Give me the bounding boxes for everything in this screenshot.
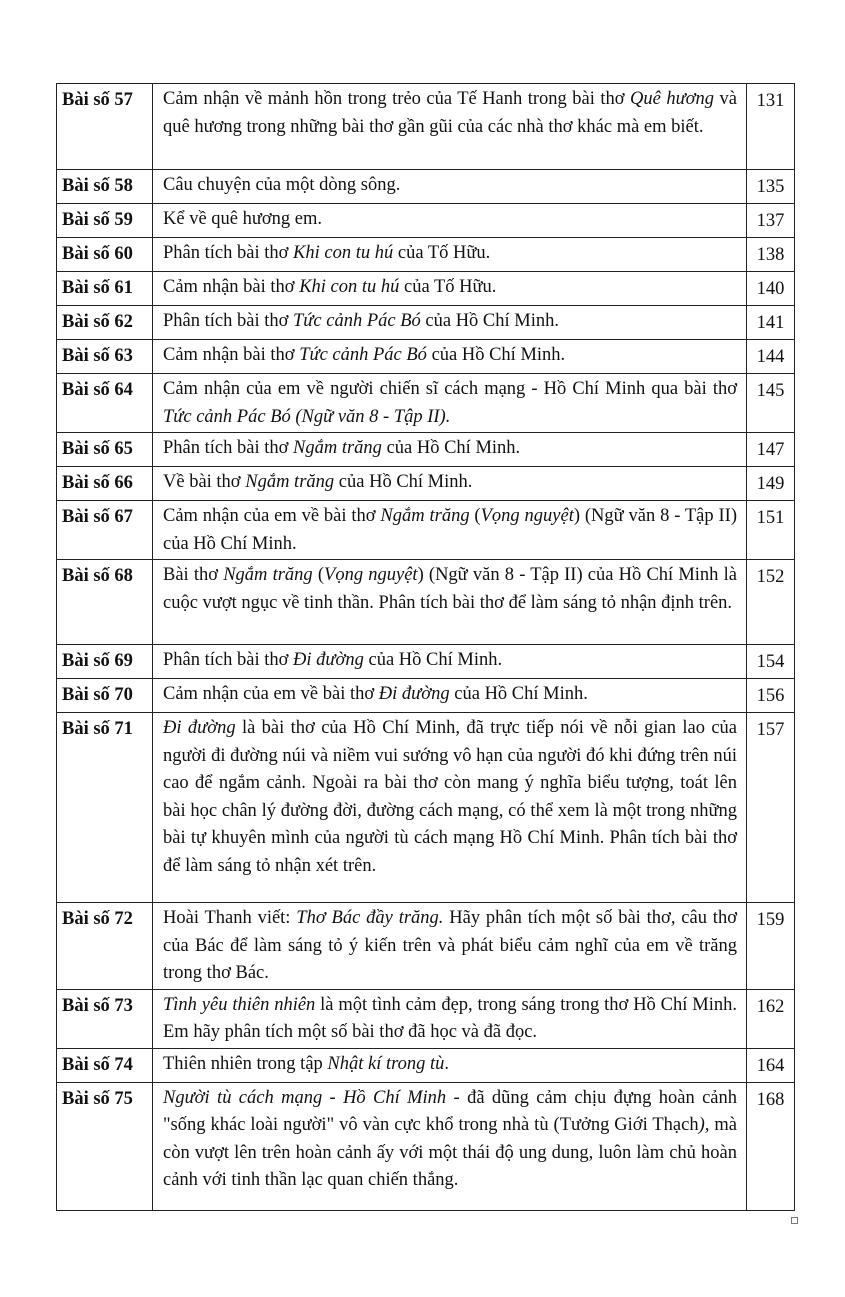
page-number: 138	[747, 238, 795, 272]
title-text: của Tố Hữu.	[399, 277, 497, 297]
title-text: Phân tích bài thơ	[163, 243, 294, 263]
title-text: .	[444, 1053, 450, 1074]
italic-text: Tức cảnh Pác Bó	[293, 311, 421, 331]
table-row	[57, 467, 795, 501]
lesson-number: Bài số 73	[57, 989, 153, 1048]
italic-text: Vọng nguyệt	[480, 506, 574, 526]
table-row	[57, 560, 795, 645]
lesson-number: Bài số 66	[57, 467, 153, 501]
lesson-number: Bài số 60	[57, 238, 153, 272]
title-text: Phân tích bài thơ	[163, 438, 294, 458]
title-text: Câu chuyện của một dòng sông.	[163, 175, 401, 195]
lesson-number: Bài số 67	[57, 501, 153, 560]
italic-text: Ngắm trăng	[223, 565, 313, 585]
page-number: 147	[747, 433, 795, 467]
italic-text: Vọng nguyệt	[324, 565, 418, 585]
lesson-title	[153, 340, 747, 374]
title-text: Về bài thơ	[163, 472, 246, 492]
page-number: 144	[747, 340, 795, 374]
title-text: Kể về quê hương em.	[163, 209, 323, 229]
lesson-title	[153, 272, 747, 306]
table-row	[57, 238, 795, 272]
lesson-title	[153, 204, 747, 238]
lesson-title	[153, 679, 747, 713]
italic-text: Ngắm trăng	[293, 438, 382, 458]
lesson-title	[153, 501, 747, 560]
table-row	[57, 433, 795, 467]
title-text: của Hồ Chí Minh.	[363, 650, 503, 670]
table-row	[57, 903, 795, 990]
page-number: 137	[747, 204, 795, 238]
table-row	[57, 170, 795, 204]
table-row	[57, 204, 795, 238]
italic-text: Khi con tu hú	[293, 243, 394, 263]
lesson-number: Bài số 65	[57, 433, 153, 467]
page-number: 162	[747, 989, 795, 1048]
title-text: là một tình cảm đẹp, trong sáng trong thơ Hồ Chí Minh. Em hãy phân tích một số bài thơ đã học và đã đọc.	[163, 994, 737, 1042]
table-row	[57, 306, 795, 340]
page-number: 154	[747, 645, 795, 679]
title-text: của Hồ Chí Minh.	[449, 684, 588, 704]
page-number: 151	[747, 501, 795, 560]
title-text: của Hồ Chí Minh.	[334, 472, 473, 492]
page-number: 145	[747, 374, 795, 433]
lesson-title	[153, 713, 747, 903]
title-text: và quê hương trong những bài thơ gần gũi của các nhà thơ khác mà em biết.	[163, 89, 737, 137]
italic-text: Tức cảnh Pác Bó (Ngữ văn 8 - Tập II).	[163, 406, 451, 427]
lesson-title	[153, 989, 747, 1048]
lesson-title	[153, 467, 747, 501]
lesson-number: Bài số 68	[57, 560, 153, 645]
title-text: Phân tích bài thơ	[163, 311, 294, 331]
lesson-title	[153, 84, 747, 170]
title-text: là bài thơ của Hồ Chí Minh, đã trực tiếp nói về nỗi gian lao của người đi đường núi và niềm vui sướng vô hạn của người đó khi đứng trên núi cao để ngắm cảnh. Ngoài ra bài thơ còn mang ý nghĩa biểu tượng, toát lên bài học chân lý đường đời, đường cách mạng, có thể xem là một trong những bài tự khuyên mình của người tù cách mạng Hồ Chí Minh. Phân tích bài thơ để làm sáng tỏ nhận xét trên.	[163, 718, 737, 876]
table-row	[57, 84, 795, 170]
page-number: 164	[747, 1048, 795, 1082]
lesson-title	[153, 560, 747, 645]
page-number: 131	[747, 84, 795, 170]
lesson-number: Bài số 71	[57, 713, 153, 903]
title-text: mà còn vượt lên trên hoàn cảnh ấy với một thái độ ung dung, luôn làm chủ hoàn cảnh với tinh thần lạc quan chiến thắng.	[163, 1115, 737, 1190]
title-text: Cảm nhận của em về bài thơ	[163, 684, 379, 704]
lesson-title	[153, 1082, 747, 1210]
title-text: của Hồ Chí Minh.	[420, 311, 559, 331]
lesson-number: Bài số 75	[57, 1082, 153, 1210]
lesson-number: Bài số 64	[57, 374, 153, 433]
lesson-number: Bài số 59	[57, 204, 153, 238]
italic-text: Nhật kí trong tù	[327, 1053, 445, 1074]
italic-text: Ngắm trăng	[245, 472, 335, 492]
lesson-title	[153, 903, 747, 990]
page-number: 135	[747, 170, 795, 204]
page-number: 152	[747, 560, 795, 645]
title-text: Thiên nhiên trong tập	[163, 1053, 328, 1074]
title-text: của Tố Hữu.	[393, 243, 491, 263]
lesson-number: Bài số 62	[57, 306, 153, 340]
lesson-number: Bài số 70	[57, 679, 153, 713]
title-text: Phân tích bài thơ	[163, 650, 294, 670]
table-row	[57, 1082, 795, 1210]
page-number: 168	[747, 1082, 795, 1210]
toc-body	[57, 84, 795, 1211]
lesson-title	[153, 433, 747, 467]
lesson-number: Bài số 61	[57, 272, 153, 306]
lesson-title	[153, 374, 747, 433]
title-text: Cảm nhận của em về bài thơ	[163, 506, 381, 526]
title-text: của Hồ Chí Minh.	[426, 345, 566, 365]
table-row	[57, 501, 795, 560]
lesson-number: Bài số 74	[57, 1048, 153, 1082]
lesson-title	[153, 645, 747, 679]
title-text: Cảm nhận bài thơ	[163, 277, 300, 297]
title-text: ) (Ngữ văn 8 - Tập II) của Hồ Chí Minh.	[163, 506, 737, 554]
title-text: Hãy phân tích một số bài thơ, câu thơ của Bác để làm sáng tỏ ý kiến trên và phát biểu cảm nghĩ của em về trăng trong thơ Bác.	[163, 908, 737, 983]
lesson-number: Bài số 69	[57, 645, 153, 679]
table-resize-handle[interactable]	[791, 1217, 798, 1224]
table-of-contents	[56, 83, 795, 1211]
page-number: 141	[747, 306, 795, 340]
page-number: 140	[747, 272, 795, 306]
table-row	[57, 713, 795, 903]
title-text: Cảm nhận bài thơ	[163, 345, 300, 365]
italic-text: Quê hương	[630, 89, 715, 109]
lesson-title	[153, 238, 747, 272]
title-text: ) (Ngữ văn 8 - Tập II) của Hồ Chí Minh là cuộc vượt ngục về tinh thần. Phân tích bài thơ để làm sáng tỏ nhận định trên.	[163, 565, 737, 613]
title-text: của Hồ Chí Minh.	[381, 438, 521, 458]
table-row	[57, 374, 795, 433]
italic-text: Đi đường	[378, 684, 450, 704]
italic-text: Ngắm trăng	[380, 506, 470, 526]
lesson-title	[153, 306, 747, 340]
table-row	[57, 645, 795, 679]
title-text: Cảm nhận của em về người chiến sĩ cách mạng - Hồ Chí Minh qua bài thơ	[163, 379, 737, 399]
italic-text: Đi đường	[293, 650, 364, 670]
table-row	[57, 679, 795, 713]
title-text: Hoài Thanh viết:	[163, 908, 297, 928]
page-number: 156	[747, 679, 795, 713]
lesson-title	[153, 1048, 747, 1082]
italic-text: Tức cảnh Pác Bó	[299, 345, 427, 365]
lesson-number: Bài số 72	[57, 903, 153, 990]
lesson-title	[153, 170, 747, 204]
table-row	[57, 272, 795, 306]
italic-text: Tình yêu thiên nhiên	[163, 994, 316, 1015]
italic-text: Đi đường	[163, 718, 236, 738]
italic-text: Khi con tu hú	[299, 277, 400, 297]
table-row	[57, 1048, 795, 1082]
lesson-number: Bài số 58	[57, 170, 153, 204]
table-row	[57, 340, 795, 374]
title-text: (	[469, 506, 481, 526]
page-number: 157	[747, 713, 795, 903]
title-text: Bài thơ	[163, 565, 224, 585]
title-text: (	[312, 565, 325, 585]
italic-text: Thơ Bác đầy trăng.	[296, 908, 444, 928]
lesson-number: Bài số 57	[57, 84, 153, 170]
lesson-number: Bài số 63	[57, 340, 153, 374]
page-number: 159	[747, 903, 795, 990]
page-number: 149	[747, 467, 795, 501]
table-row	[57, 989, 795, 1048]
italic-text: Người tù cách mạng - Hồ Chí Minh	[163, 1087, 447, 1108]
italic-text: ),	[698, 1115, 710, 1135]
title-text: - đã dũng cảm chịu đựng hoàn cảnh "sống khác loài người" vô vàn cực khổ trong nhà tù (Tưởng Giới Thạch	[163, 1087, 737, 1135]
title-text: Cảm nhận về mảnh hồn trong trẻo của Tế Hanh trong bài thơ	[163, 89, 631, 109]
